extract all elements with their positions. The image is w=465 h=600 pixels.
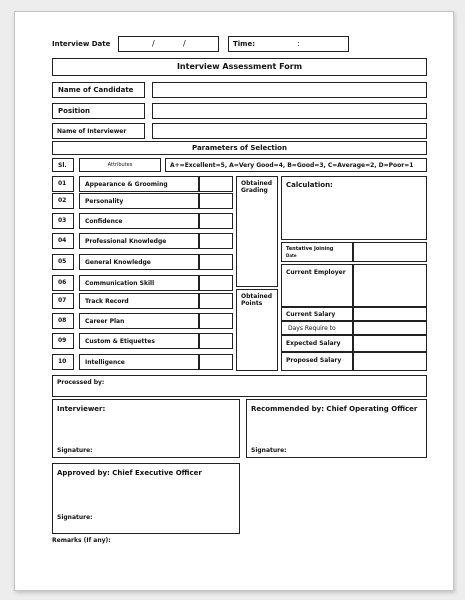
date-separator-2: / (183, 39, 186, 48)
recommended-by-signature-label: Signature: (251, 447, 287, 454)
obtained-grading-label-2: Grading (241, 187, 268, 194)
recommended-by-label: Recommended by: Chief Operating Officer (251, 405, 418, 413)
attribute-name-box (79, 193, 199, 209)
attribute-name-box (79, 275, 199, 291)
attribute-grade-field[interactable] (199, 333, 233, 349)
attribute-grade-field[interactable] (199, 176, 233, 192)
parameters-title: Parameters of Selection (192, 144, 287, 152)
attribute-number-box (52, 254, 74, 270)
attribute-grade-field[interactable] (199, 313, 233, 329)
processed-by-label: Processed by: (57, 379, 105, 386)
tentative-joining-field[interactable] (353, 242, 427, 262)
attribute-name: Intelligence (85, 359, 125, 366)
name-of-candidate-label-box (52, 82, 145, 98)
attribute-grade-field[interactable] (199, 233, 233, 249)
expected-salary-label-box (281, 335, 353, 352)
approved-by-signature-label: Signature: (57, 514, 93, 521)
interviewer-label: Interviewer: (57, 405, 106, 413)
attribute-grade-field[interactable] (199, 193, 233, 209)
current-salary-label: Current Salary (286, 311, 336, 318)
proposed-salary-label: Proposed Salary (286, 357, 342, 364)
attribute-number-box (52, 176, 74, 192)
name-of-candidate-field[interactable] (152, 82, 427, 98)
attributes-label: Attributes (107, 162, 133, 168)
attribute-name: Personality (85, 198, 124, 205)
attribute-number: 05 (58, 258, 67, 265)
processed-by-box[interactable] (52, 375, 427, 397)
tentative-joining-label-2: Date (286, 253, 297, 258)
attribute-number: 02 (58, 197, 67, 204)
attribute-number-box (52, 333, 74, 349)
sl-header (52, 158, 74, 172)
attribute-name: General Knowledge (85, 259, 151, 266)
attribute-number: 03 (58, 217, 67, 224)
attribute-name: Professional Knowledge (85, 238, 167, 245)
attribute-name: Appearance & Grooming (85, 181, 168, 188)
obtained-points-box (236, 289, 278, 371)
attribute-number: 10 (58, 358, 67, 365)
time-label: Time: (233, 40, 256, 48)
obtained-points-label-1: Obtained (241, 293, 273, 300)
attribute-name-box (79, 333, 199, 349)
grading-scale-box (165, 158, 427, 172)
attribute-number-box (52, 233, 74, 249)
obtained-grading-label-1: Obtained (241, 180, 273, 187)
attribute-number: 06 (58, 279, 67, 286)
attribute-number: 07 (58, 297, 67, 304)
name-of-interviewer-label: Name of Interviewer (57, 128, 127, 135)
form-title-box (52, 58, 427, 76)
remarks-label: Remarks (If any): (52, 537, 111, 544)
attribute-name-box (79, 313, 199, 329)
expected-salary-field[interactable] (353, 335, 427, 352)
obtained-grading-box (236, 176, 278, 287)
attribute-number: 09 (58, 337, 67, 344)
interview-date-label: Interview Date (52, 40, 111, 48)
name-of-interviewer-label-box (52, 123, 145, 139)
current-salary-field[interactable] (353, 307, 427, 321)
date-separator-1: / (152, 39, 155, 48)
parameters-title-box (52, 141, 427, 155)
position-field[interactable] (152, 103, 427, 119)
attribute-number: 01 (58, 180, 67, 187)
current-employer-field[interactable] (353, 264, 427, 307)
attribute-name-box (79, 354, 199, 370)
position-label-box (52, 103, 145, 119)
calculation-label: Calculation: (286, 181, 333, 189)
days-required-field[interactable] (353, 321, 427, 335)
interviewer-signature-label: Signature: (57, 447, 93, 454)
attribute-name-box (79, 176, 199, 192)
days-required-label: Days Require to (288, 325, 336, 332)
attribute-number-box (52, 354, 74, 370)
attribute-name-box (79, 213, 199, 229)
position-label: Position (58, 107, 91, 115)
attribute-name-box (79, 254, 199, 270)
attribute-name: Career Plan (85, 318, 125, 325)
attribute-number: 08 (58, 317, 67, 324)
current-salary-label-box (281, 307, 353, 321)
interview-date-field[interactable] (118, 36, 219, 52)
attribute-name: Confidence (85, 218, 123, 225)
attribute-number-box (52, 293, 74, 309)
attribute-number-box (52, 213, 74, 229)
current-employer-label-box (281, 264, 353, 307)
attribute-number-box (52, 193, 74, 209)
name-of-interviewer-field[interactable] (152, 123, 427, 139)
attribute-grade-field[interactable] (199, 275, 233, 291)
tentative-joining-label-box (281, 242, 353, 262)
proposed-salary-field[interactable] (353, 352, 427, 371)
time-separator: : (297, 39, 300, 48)
name-of-candidate-label: Name of Candidate (58, 86, 134, 94)
attribute-grade-field[interactable] (199, 293, 233, 309)
attribute-name: Custom & Etiquettes (85, 338, 155, 345)
proposed-salary-label-box (281, 352, 353, 371)
attribute-grade-field[interactable] (199, 254, 233, 270)
days-required-label-box (281, 321, 353, 335)
interviewer-signature-box[interactable] (52, 399, 240, 458)
expected-salary-label: Expected Salary (286, 340, 341, 347)
sl-label: Sl. (58, 162, 67, 169)
attribute-name: Communication Skill (85, 280, 155, 287)
grading-scale: A+=Excellent=5, A=Very Good=4, B=Good=3, C=Average=2, D=Poor=1 (170, 162, 414, 169)
current-employer-label: Current Employer (286, 269, 346, 276)
attribute-name-box (79, 233, 199, 249)
form-title: Interview Assessment Form (176, 62, 303, 71)
obtained-points-label-2: Points (241, 300, 263, 307)
attribute-number-box (52, 313, 74, 329)
attribute-number-box (52, 275, 74, 291)
attributes-header (79, 158, 161, 172)
time-field[interactable] (228, 36, 349, 52)
approved-by-box[interactable] (52, 463, 240, 534)
attribute-name-box (79, 293, 199, 309)
attribute-grade-field[interactable] (199, 354, 233, 370)
recommended-by-box[interactable] (246, 399, 427, 458)
attribute-number: 04 (58, 237, 67, 244)
approved-by-label: Approved by: Chief Executive Officer (57, 469, 202, 477)
attribute-grade-field[interactable] (199, 213, 233, 229)
tentative-joining-label-1: Tentative Joining (286, 246, 334, 252)
calculation-box[interactable] (281, 176, 427, 240)
attribute-name: Track Record (85, 298, 129, 305)
